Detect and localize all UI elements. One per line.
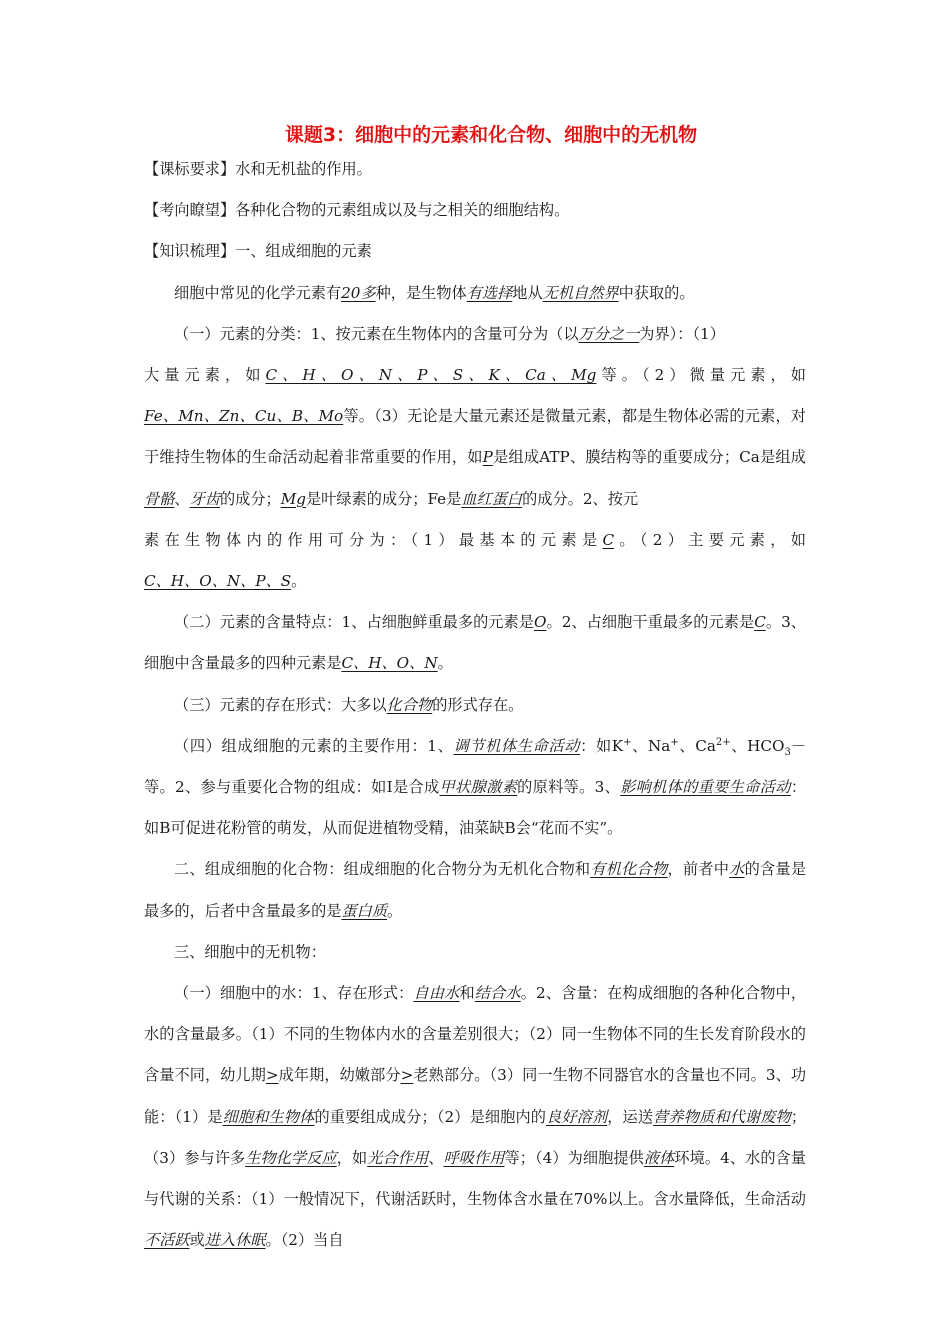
answer-blank: > (400, 1066, 414, 1085)
paragraph-knowledge: 【知识梳理】一、组成细胞的元素 (144, 242, 372, 261)
paragraph-outlook: 【考向瞭望】各种化合物的元素组成以及与之相关的细胞结构。 (144, 201, 570, 220)
answer-blank: Fe、Mn、Zn、Cu、B、Mo (144, 407, 344, 426)
answer-blank: 呼吸作用 (443, 1148, 505, 1167)
answer-blank: > (265, 1066, 279, 1085)
answer-blank: 调节机体生命活动 (453, 736, 581, 755)
answer-blank: 自由水 (413, 984, 460, 1003)
answer-blank: C、H、O、N (341, 654, 438, 673)
answer-blank: C (754, 613, 766, 632)
paragraph-content-features: （二）元素的含量特点：1、占细胞鲜重最多的元素是O。2、占细胞干重最多的元素是C。3、细胞中含量最多的四种元素是C、H、O、N。 (144, 613, 806, 673)
answer-blank: C (602, 530, 615, 549)
paragraph-element-functions: （四）组成细胞的元素的主要作用：1、调节机体生命活动：如K+、Na+、$Ca^{2+}$、$HCO_3-$等。2、参与重要化合物的组成：如I是合成甲状腺激素的原料等。3、影响机体的重要生命活动：如B可促进花粉管的萌发，从而促进植物受精，油菜缺B会“花而不实”。 (144, 736, 807, 838)
answer-blank: 营养物质和代谢废物 (653, 1107, 791, 1126)
answer-blank: 血红蛋白 (461, 489, 523, 508)
paragraph-classification: （一）元素的分类：1、按元素在生物体内的含量可分为（以万分之一为界）：（1） 大量元素，如C、H、O、N、P、S、K、Ca、Mg等。（2）微量元素，如 Fe、Mn、Zn、Cu、B、Mo等。（3）无论是大量元素还是微量元素，都是生物体必需的元素，对于维持生物体的生命活动起着非常重要的作用，如P是组成ATP、膜结构等的重要成分；Ca是组成骨骼、牙齿的成分；Mg是叶绿素的成分；Fe是血红蛋白的成分。2、按元 素在生物体内的作用可分为：（1）最基本的元素是C。（2）主要元素，如 C、H、O、N、P、S。 (144, 324, 806, 591)
answer-blank: 液体 (643, 1148, 675, 1167)
answer-blank: 良好溶剂 (546, 1107, 608, 1126)
paragraph-common-elements: 细胞中常见的化学元素有20多种，是生物体有选择地从无机自然界中获取的。 (174, 283, 695, 302)
answer-blank: 骨骼 (144, 489, 175, 508)
paragraph-existence-form: （三）元素的存在形式：大多以化合物的形式存在。 (174, 695, 524, 714)
page-title: 课题3：细胞中的元素和化合物、细胞中的无机物 (284, 124, 698, 146)
answer-blank: 进入休眠 (204, 1231, 266, 1250)
answer-blank: 蛋白质 (341, 901, 387, 920)
answer-blank: Mg (280, 489, 306, 508)
answer-blank: C、H、O、N、P、S、K、Ca、Mg (265, 366, 597, 385)
answer-blank: 影响机体的重要生 (620, 778, 745, 797)
paragraph-water: （一）细胞中的水：1、存在形式：自由水和结合水。2、含量：在构成细胞的各种化合物中，水的含量最多。（1）不同的生物体内水的含量差别很大；（2）同一生物体不同的生长发育阶段水的含量不同，幼儿期>成年期，幼嫩部分>老熟部分。（3）同一生物不同器官水的含量也不同。3、功能：（1）是细胞和生物体的重要组成成分；（2）是细胞内的良好溶剂，运送营养物质和代谢废物；（3）参与许多生物化学反应，如光合作用、呼吸作用等；（4）为细胞提供液体环境。4、水的含量与代谢的关系：（1）一般情况下，代谢活跃时，生物体含水量在70%以上。含水量降低，生命活动不活跃或进入休眠。（2）当自 (144, 984, 807, 1250)
answer-blank: 万分之一 (578, 324, 640, 343)
answer-blank: 细胞和生物体 (222, 1107, 315, 1126)
answer-blank: 20多 (341, 283, 376, 302)
answer-blank: O (534, 613, 547, 632)
answer-blank: 牙齿 (189, 489, 220, 508)
answer-blank: 有机化合物 (590, 860, 668, 879)
answer-blank: 无机自然界 (542, 283, 619, 302)
paragraph-standard: 【课标要求】水和无机盐的作用。 (144, 160, 372, 178)
answer-blank: 光合作用 (367, 1148, 429, 1167)
answer-blank: P (482, 448, 493, 467)
answer-blank: 命活动 (744, 778, 791, 797)
answer-blank: 化合物 (386, 695, 433, 714)
document-body (144, 149, 806, 1261)
answer-blank: C、H、O、N、P、S (144, 572, 292, 591)
answer-blank: 不活跃 (144, 1231, 190, 1250)
answer-blank: 水 (729, 860, 745, 879)
answer-blank: 有选择 (466, 283, 513, 302)
answer-blank: 生物化学反应 (245, 1148, 337, 1167)
answer-blank: 结合水 (474, 984, 521, 1003)
answer-blank: 甲状腺激素 (439, 778, 518, 797)
paragraph-inorganic-heading: 三、细胞中的无机物： (174, 942, 326, 961)
paragraph-compounds: 二、组成细胞的化合物：组成细胞的化合物分为无机化合物和有机化合物，前者中水的含量是最多的，后者中含量最多的是蛋白质。 (144, 860, 807, 920)
